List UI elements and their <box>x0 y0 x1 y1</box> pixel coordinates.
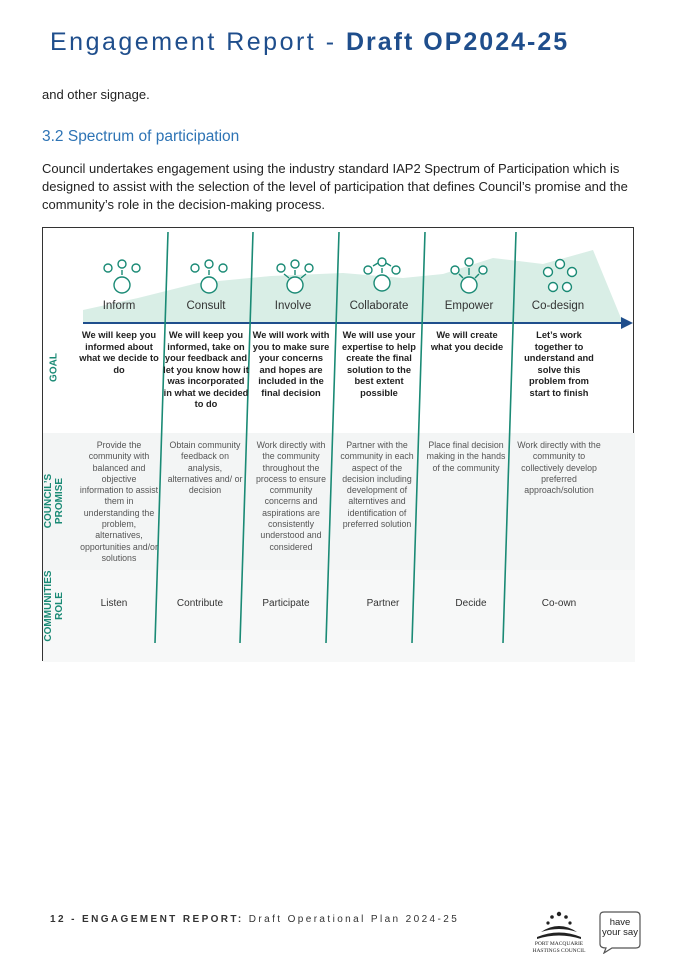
page-number: 12 <box>50 914 66 925</box>
goal-label-text: GOAL <box>48 353 60 382</box>
arrow-head <box>621 317 633 329</box>
role-inform: Listen <box>100 598 128 609</box>
hys-line1: have <box>609 917 631 928</box>
footer-title: Draft Operational Plan 2024-25 <box>248 914 460 925</box>
footer-label: - ENGAGEMENT REPORT: <box>65 914 249 925</box>
level-name-collaborate: Collaborate <box>349 300 409 312</box>
goal-consult: We will keep you informed, take on your feedback and let you know how it was incorporated in what we decided to do <box>163 330 249 409</box>
promise-empower: Place final decision making in the hands of the community <box>426 440 506 473</box>
role-label-line2: ROLE <box>54 592 65 620</box>
page-header <box>50 28 569 57</box>
continuation-text: and other signage. <box>42 87 150 102</box>
row-label-role <box>43 566 65 646</box>
promise-codesign: Work directly with the community to collectively develop preferred approach/solution <box>517 440 601 496</box>
promise-consult: Obtain community feedback on analysis, alternatives and/ or decision <box>167 440 243 496</box>
level-name-empower: Empower <box>444 300 494 312</box>
role-involve: Participate <box>262 598 310 609</box>
level-name-consult: Consult <box>186 300 226 312</box>
people-inform-icon <box>104 260 140 293</box>
page-footer <box>50 914 459 925</box>
level-name-involve: Involve <box>274 300 312 312</box>
promise-involve: Work directly with the community throughout the process to ensure community concerns and aspirations are consistently understood and considered <box>256 440 326 552</box>
council-logo-text <box>521 941 597 954</box>
promise-inform: Provide the community with balanced and objective information to assist them in understanding the problem, alternatives, opportunities and/or solutions <box>79 440 159 563</box>
hys-line2: your say <box>602 927 638 938</box>
role-label-line1: COMMUNITIES <box>43 570 54 642</box>
promise-label-line2: PROMISE <box>54 477 65 525</box>
promise-label-line1: COUNCIL’S <box>43 473 54 529</box>
header-bold: Draft OP2024-25 <box>345 28 570 56</box>
role-consult: Contribute <box>176 598 224 609</box>
logo-line1: PORT MACQUARIE <box>534 941 584 947</box>
row-label-promise <box>43 466 65 536</box>
level-name-inform: Inform <box>102 300 136 312</box>
row-label-goal <box>49 333 60 403</box>
have-your-say-text <box>598 918 642 938</box>
goal-inform: We will keep you informed about what we decide to do <box>79 330 159 375</box>
level-name-codesign: Co-design <box>531 300 585 312</box>
role-codesign: Co-own <box>541 598 577 609</box>
goal-collaborate: We will use your expertise to help create the final solution to the best extent possible <box>342 330 416 398</box>
mountain-band <box>83 250 623 323</box>
section-title: 3.2 Spectrum of participation <box>42 128 240 145</box>
role-empower: Decide <box>455 598 487 609</box>
logo-line2: HASTINGS COUNCIL <box>532 947 586 954</box>
goal-codesign: Let’s work together to understand and solve this problem from start to finish <box>524 330 594 398</box>
role-collaborate: Partner <box>366 598 400 609</box>
goal-involve: We will work with you to make sure your concerns and hopes are included in the final decision <box>252 330 330 398</box>
header-prefix: Engagement Report - <box>50 28 346 56</box>
goal-empower: We will create what you decide <box>430 330 504 352</box>
intro-paragraph: Council undertakes engagement using the industry standard IAP2 Spectrum of Participation which is designed to assist with the selection of the level of participation that defines Council’s promise and the community’s role in the decision-making process. <box>42 161 628 212</box>
promise-collaborate: Partner with the community in each aspect of the decision including development of alterntives and identification of preferred solution <box>340 440 414 530</box>
spectrum-diagram <box>42 227 634 661</box>
role-row-band <box>43 570 635 662</box>
